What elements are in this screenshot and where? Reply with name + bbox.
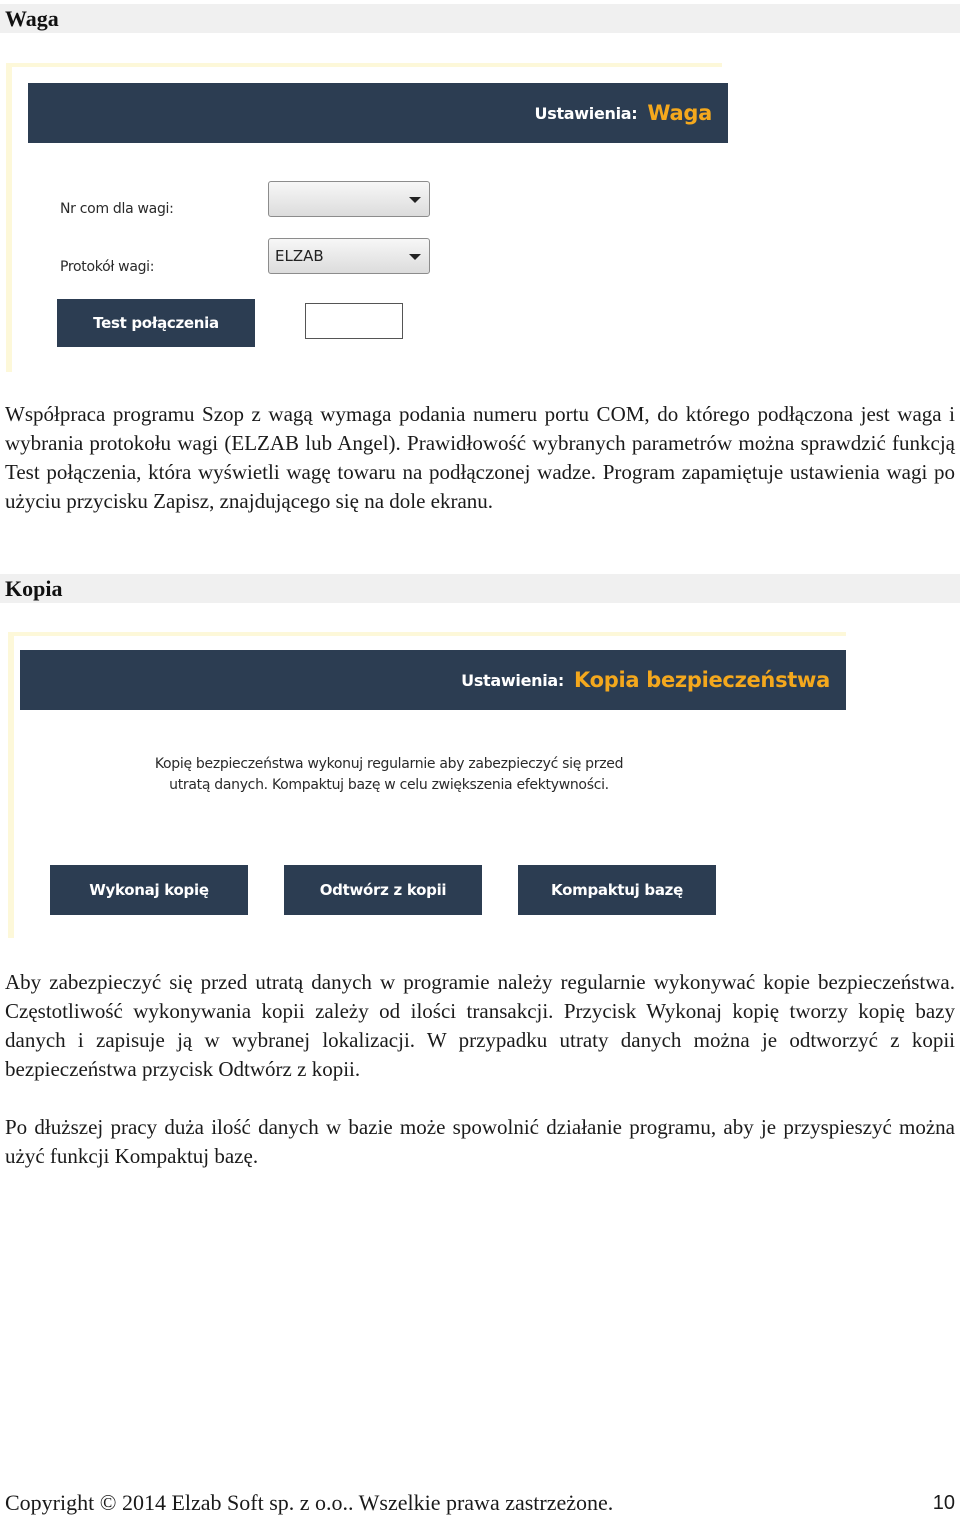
page-number: 10 xyxy=(932,1492,955,1514)
page-footer xyxy=(5,1488,955,1518)
compact-description: Po dłuższej pracy duża ilość danych w bazie może spowolnić działanie programu, aby je przyspieszyć można użyć funkcji Kompaktuj bazę. xyxy=(5,1115,955,1168)
protocol-label: Protokół wagi: xyxy=(60,259,155,275)
waga-settings-screenshot xyxy=(6,63,722,372)
com-port-label: Nr com dla wagi: xyxy=(60,201,174,217)
compact-database-button[interactable]: Kompaktuj bazę xyxy=(518,865,716,915)
test-connection-button[interactable]: Test połączenia xyxy=(57,299,255,347)
chevron-down-icon xyxy=(409,254,421,260)
com-port-select[interactable] xyxy=(268,181,430,217)
backup-settings-header xyxy=(20,650,846,710)
backup-note: Kopię bezpieczeństwa wykonuj regularnie aby zabezpieczyć się przed utratą danych. Kompaktuj bazę w celu zwiększenia efektywności. xyxy=(154,756,624,793)
header-label: Ustawienia: xyxy=(534,103,638,123)
header-value: Kopia bezpieczeństwa xyxy=(574,668,830,692)
make-backup-button[interactable]: Wykonaj kopię xyxy=(50,865,248,915)
weight-result-field xyxy=(305,303,403,339)
copyright-text: Copyright © 2014 Elzab Soft sp. z o.o.. Wszelkie prawa zastrzeżone. xyxy=(5,1490,614,1515)
chevron-down-icon xyxy=(409,197,421,203)
waga-settings-header xyxy=(28,83,728,143)
header-value: Waga xyxy=(647,101,712,125)
protocol-select[interactable] xyxy=(268,238,430,274)
protocol-value: ELZAB xyxy=(275,247,324,265)
header-label: Ustawienia: xyxy=(461,670,564,690)
waga-description: Współpraca programu Szop z wagą wymaga podania numeru portu COM, do którego podłączona jest waga i wybrania protokołu wagi (ELZAB lub Angel). Prawidłowość wybranych parametrów można sprawdzić funkcją Test połączenia, która wyświetli wagę towaru na podłączonej wadze. Program zapamiętuje ustawienia wagi po użyciu przycisku Zapisz, znajdującego się na dole ekranu. xyxy=(5,402,955,513)
restore-backup-button[interactable]: Odtwórz z kopii xyxy=(284,865,482,915)
section-heading-kopia: Kopia xyxy=(0,574,960,603)
backup-description: Aby zabezpieczyć się przed utratą danych w programie należy regularnie wykonywać kopie bezpieczeństwa. Częstotliwość wykonywania kopii zależy od ilości transakcji. Przycisk Wykonaj kopię tworzy kopię bazy danych i zapisuje ją w wybranej lokalizacji. W przypadku utraty danych można je odtworzyć z kopii bezpieczeństwa przycisk Odtwórz z kopii. xyxy=(5,970,955,1081)
backup-settings-screenshot xyxy=(8,632,846,938)
section-heading-waga: Waga xyxy=(0,4,960,33)
